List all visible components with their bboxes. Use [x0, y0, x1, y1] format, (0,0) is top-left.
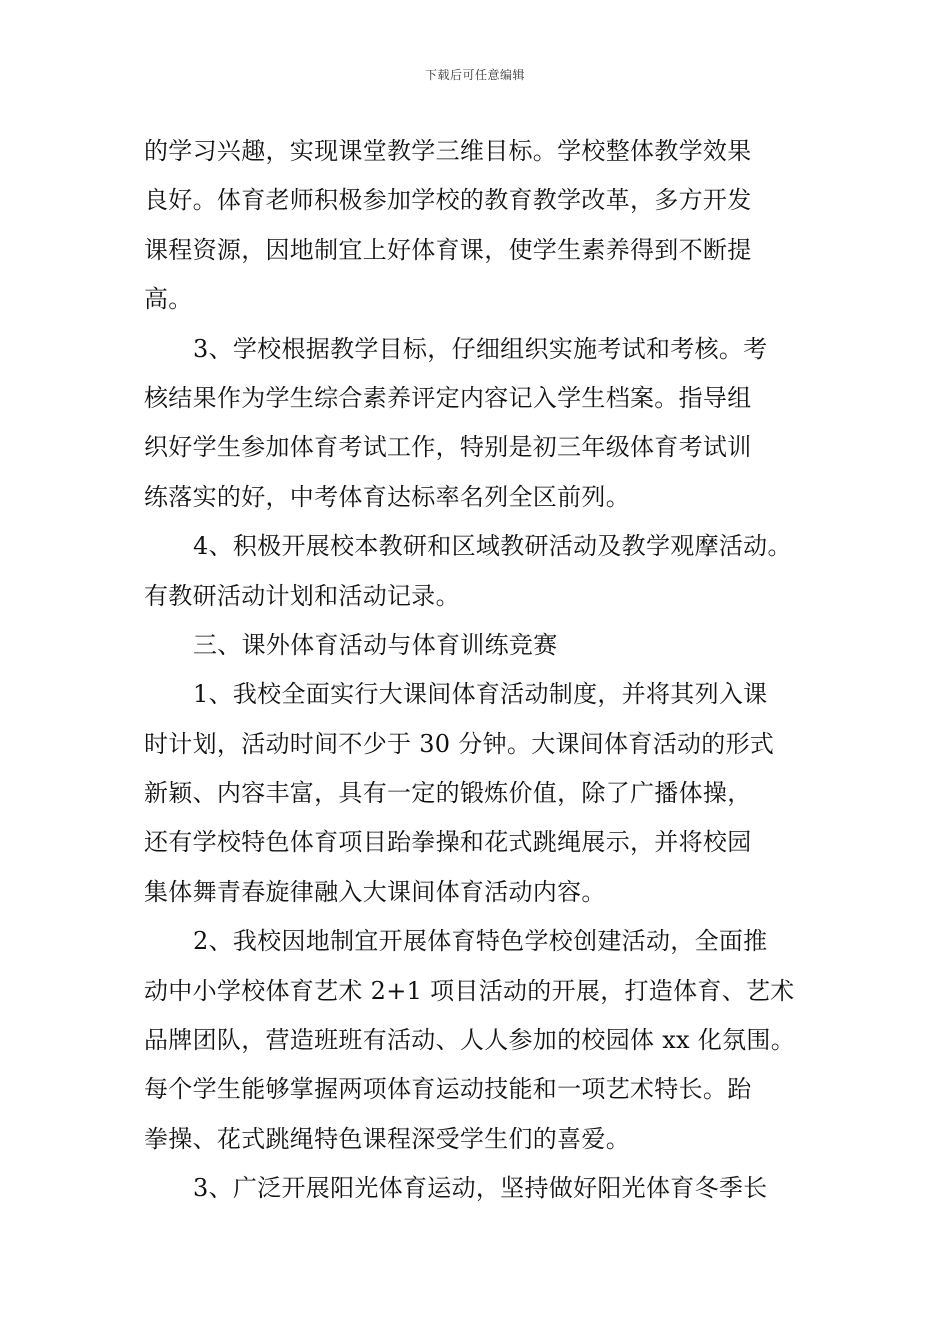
text-line: 高。	[144, 285, 193, 314]
paragraph-start: 3、广泛开展阳光体育运动，坚持做好阳光体育冬季长	[193, 1174, 768, 1203]
text-line: 课程资源，因地制宜上好体育课，使学生素养得到不断提	[144, 235, 752, 264]
text-line: 练落实的好，中考体育达标率名列全区前列。	[144, 482, 630, 511]
section-heading: 三、课外体育活动与体育训练竞赛	[193, 630, 558, 659]
paragraph-start: 4、积极开展校本教研和区域教研活动及教学观摩活动。	[193, 532, 792, 561]
paragraph-start: 3、学校根据教学目标，仔细组织实施考试和考核。考	[193, 334, 768, 363]
text-line: 还有学校特色体育项目跆拳操和花式跳绳展示，并将校园	[144, 828, 752, 857]
paragraph-start: 1、我校全面实行大课间体育活动制度，并将其列入课	[193, 680, 768, 709]
text-line: 有教研活动计划和活动记录。	[144, 581, 460, 610]
text-line: 核结果作为学生综合素养评定内容记入学生档案。指导组	[144, 383, 752, 412]
text-line: 时计划，活动时间不少于 30 分钟。大课间体育活动的形式	[144, 729, 775, 758]
text-line: 集体舞青春旋律融入大课间体育活动内容。	[144, 877, 606, 906]
text-line: 织好学生参加体育考试工作，特别是初三年级体育考试训	[144, 433, 752, 462]
text-line: 动中小学校体育艺术 2+1 项目活动的开展，打造体育、艺术	[144, 976, 795, 1005]
paragraph-start: 2、我校因地制宜开展体育特色学校创建活动，全面推	[193, 927, 768, 956]
text-line: 良好。体育老师积极参加学校的教育教学改革，多方开发	[144, 186, 752, 215]
document-body	[144, 127, 810, 1214]
text-line: 拳操、花式跳绳特色课程深受学生们的喜爱。	[144, 1124, 630, 1153]
text-line: 品牌团队，营造班班有活动、人人参加的校园体 xx 化氛围。	[144, 1026, 796, 1055]
text-line: 每个学生能够掌握两项体育运动技能和一项艺术特长。跆	[144, 1075, 752, 1104]
page-header: 下载后可任意编辑	[424, 68, 525, 82]
text-line: 新颖、内容丰富，具有一定的锻炼价值，除了广播体操，	[144, 779, 752, 808]
text-line: 的学习兴趣，实现课堂教学三维目标。学校整体教学效果	[144, 137, 752, 165]
